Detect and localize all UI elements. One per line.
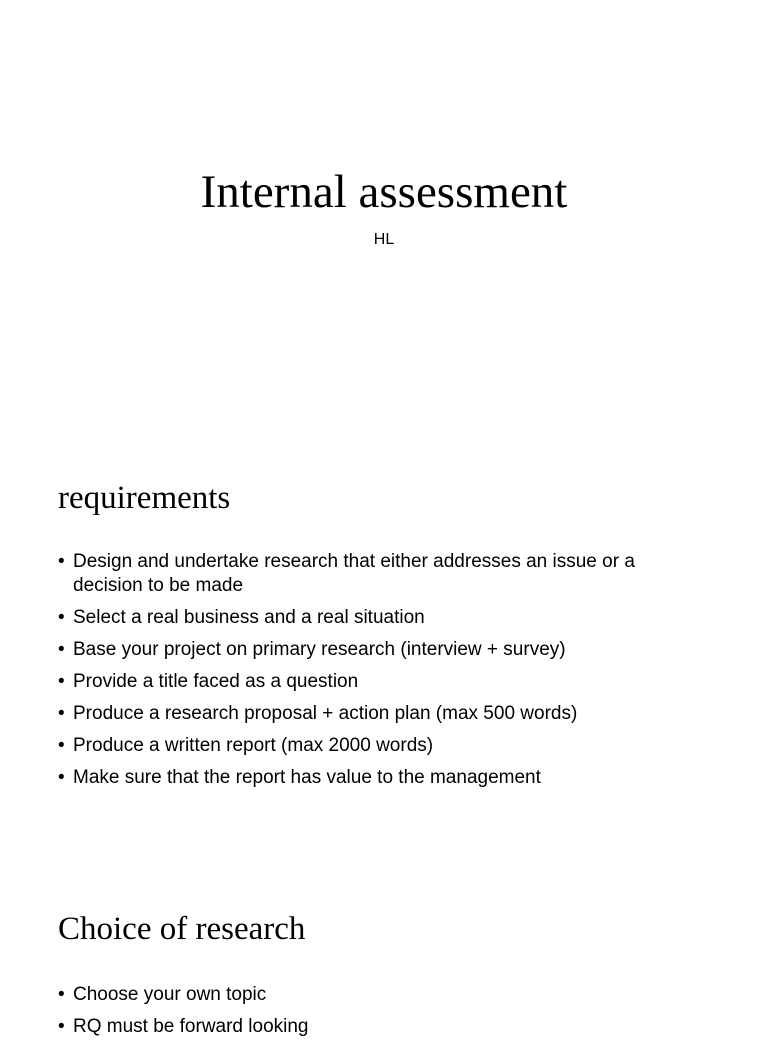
- choice-of-research-list: [58, 983, 698, 1047]
- bullet-icon: •: [58, 639, 65, 660]
- bullet-icon: •: [58, 984, 65, 1005]
- list-item-text: Produce a research proposal + action plan (max 500 words): [73, 703, 578, 724]
- list-item: [58, 670, 698, 694]
- bullet-icon: •: [58, 607, 65, 628]
- list-item: [58, 1015, 698, 1039]
- bullet-icon: •: [58, 1016, 65, 1037]
- title-slide: [0, 0, 768, 432]
- list-item: [58, 606, 698, 630]
- list-item-text: Base your project on primary research (interview + survey): [73, 639, 566, 660]
- bullet-icon: •: [58, 735, 65, 756]
- list-item-text: RQ must be forward looking: [73, 1016, 309, 1037]
- list-item: [58, 550, 698, 598]
- list-item-text: Select a real business and a real situation: [73, 607, 425, 628]
- bullet-icon: •: [58, 767, 65, 788]
- requirements-list: [58, 550, 698, 798]
- bullet-icon: •: [58, 551, 65, 572]
- list-item-text: Produce a written report (max 2000 words): [73, 735, 434, 756]
- list-item: [58, 734, 698, 758]
- list-item: [58, 702, 698, 726]
- presentation-subtitle: HL: [373, 231, 395, 248]
- list-item-text: Choose your own topic: [73, 984, 267, 1005]
- presentation-title: Internal assessment: [200, 166, 568, 218]
- requirements-heading: requirements: [58, 480, 231, 516]
- bullet-icon: •: [58, 671, 65, 692]
- bullet-icon: •: [58, 703, 65, 724]
- list-item-text: Design and undertake research that either addresses an issue or a decision to be made: [73, 551, 635, 596]
- list-item: [58, 983, 698, 1007]
- choice-of-research-heading: Choice of research: [58, 911, 306, 947]
- list-item: [58, 638, 698, 662]
- list-item-text: Provide a title faced as a question: [73, 671, 359, 692]
- choice-of-research-slide: [0, 864, 768, 1037]
- list-item-text: Make sure that the report has value to the management: [73, 767, 541, 788]
- requirements-slide: [0, 432, 768, 864]
- list-item: [58, 766, 698, 790]
